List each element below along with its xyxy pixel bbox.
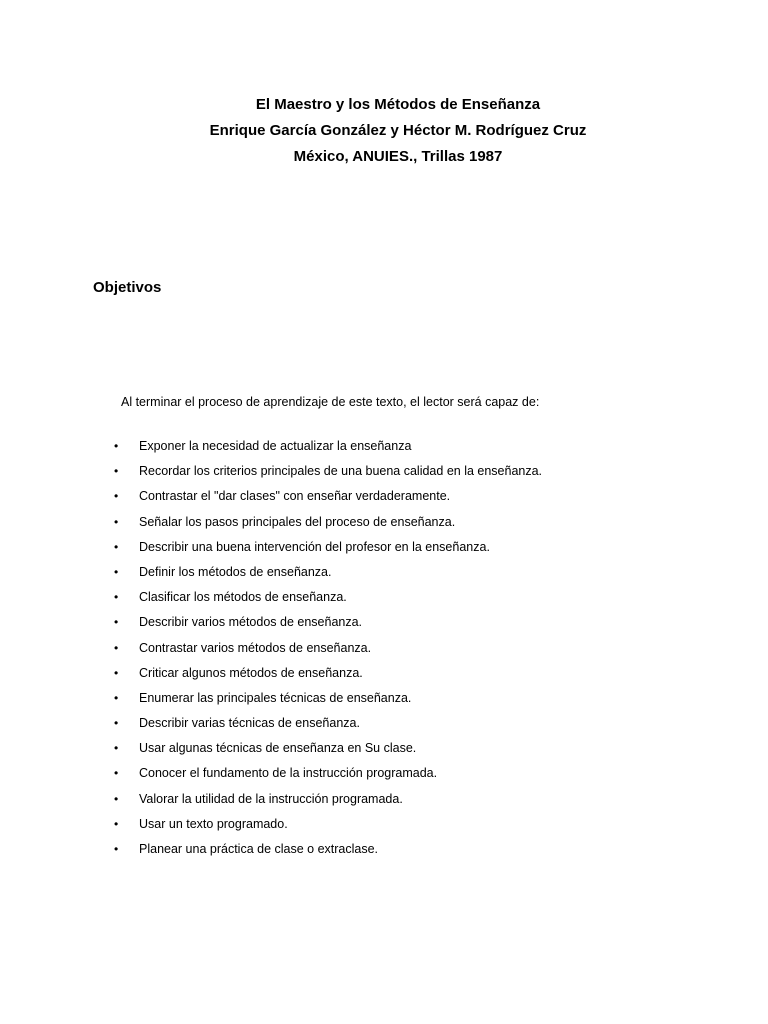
bullet-icon: • bbox=[114, 816, 119, 831]
bullet-icon: • bbox=[114, 842, 119, 856]
list-item bbox=[0, 614, 768, 639]
objective-text: Describir una buena intervención del profesor en la enseñanza. bbox=[139, 539, 490, 554]
list-item bbox=[0, 488, 768, 513]
list-item bbox=[0, 463, 768, 488]
section-heading-objetivos: Objetivos bbox=[93, 279, 162, 296]
bullet-icon: • bbox=[114, 791, 119, 806]
list-item bbox=[0, 539, 768, 564]
bullet-icon: • bbox=[114, 439, 119, 453]
bullet-icon: • bbox=[114, 665, 119, 680]
bullet-icon: • bbox=[114, 690, 119, 705]
bullet-icon: • bbox=[114, 640, 119, 655]
list-item bbox=[0, 791, 768, 816]
objectives-list bbox=[0, 438, 768, 866]
list-item bbox=[0, 514, 768, 539]
intro-paragraph: Al terminar el proceso de aprendizaje de este texto, el lector será capaz de: bbox=[121, 395, 540, 409]
book-title: El Maestro y los Métodos de Enseñanza bbox=[255, 96, 541, 113]
objective-text: Exponer la necesidad de actualizar la enseñanza bbox=[139, 439, 412, 453]
objective-text: Describir varios métodos de enseñanza. bbox=[139, 615, 363, 630]
objective-text: Usar algunas técnicas de enseñanza en Su clase. bbox=[139, 741, 417, 756]
list-item bbox=[0, 589, 768, 614]
list-item bbox=[0, 841, 768, 866]
objective-text: Planear una práctica de clase o extraclase. bbox=[139, 842, 379, 856]
bullet-icon: • bbox=[114, 716, 119, 731]
objective-text: Definir los métodos de enseñanza. bbox=[139, 564, 332, 579]
list-item bbox=[0, 640, 768, 665]
objective-text: Enumerar las principales técnicas de enseñanza. bbox=[139, 690, 412, 705]
list-item bbox=[0, 665, 768, 690]
objective-text: Señalar los pasos principales del proceso de enseñanza. bbox=[139, 514, 456, 529]
list-item bbox=[0, 740, 768, 765]
bullet-icon: • bbox=[114, 464, 119, 479]
list-item bbox=[0, 564, 768, 589]
book-publication-info: México, ANUIES., Trillas 1987 bbox=[293, 148, 503, 165]
bullet-icon: • bbox=[114, 615, 119, 630]
objective-text: Clasificar los métodos de enseñanza. bbox=[139, 590, 347, 605]
bullet-icon: • bbox=[114, 590, 119, 605]
objective-text: Contrastar varios métodos de enseñanza. bbox=[139, 640, 372, 655]
objective-text: Recordar los criterios principales de una buena calidad en la enseñanza. bbox=[139, 464, 543, 479]
bullet-icon: • bbox=[114, 489, 119, 504]
objective-text: Conocer el fundamento de la instrucción programada. bbox=[139, 766, 438, 781]
bullet-icon: • bbox=[114, 539, 119, 554]
list-item bbox=[0, 715, 768, 740]
objective-text: Valorar la utilidad de la instrucción programada. bbox=[139, 791, 403, 806]
bullet-icon: • bbox=[114, 766, 119, 781]
bullet-icon: • bbox=[114, 564, 119, 579]
objective-text: Contrastar el "dar clases" con enseñar verdaderamente. bbox=[139, 489, 451, 504]
list-item bbox=[0, 438, 768, 463]
list-item bbox=[0, 765, 768, 790]
list-item bbox=[0, 816, 768, 841]
objective-text: Describir varias técnicas de enseñanza. bbox=[139, 716, 360, 731]
book-authors: Enrique García González y Héctor M. Rodríguez Cruz bbox=[209, 122, 587, 139]
objective-text: Criticar algunos métodos de enseñanza. bbox=[139, 665, 363, 680]
title-block bbox=[0, 92, 768, 170]
list-item bbox=[0, 690, 768, 715]
bullet-icon: • bbox=[114, 514, 119, 529]
objective-text: Usar un texto programado. bbox=[139, 816, 288, 831]
bullet-icon: • bbox=[114, 741, 119, 756]
